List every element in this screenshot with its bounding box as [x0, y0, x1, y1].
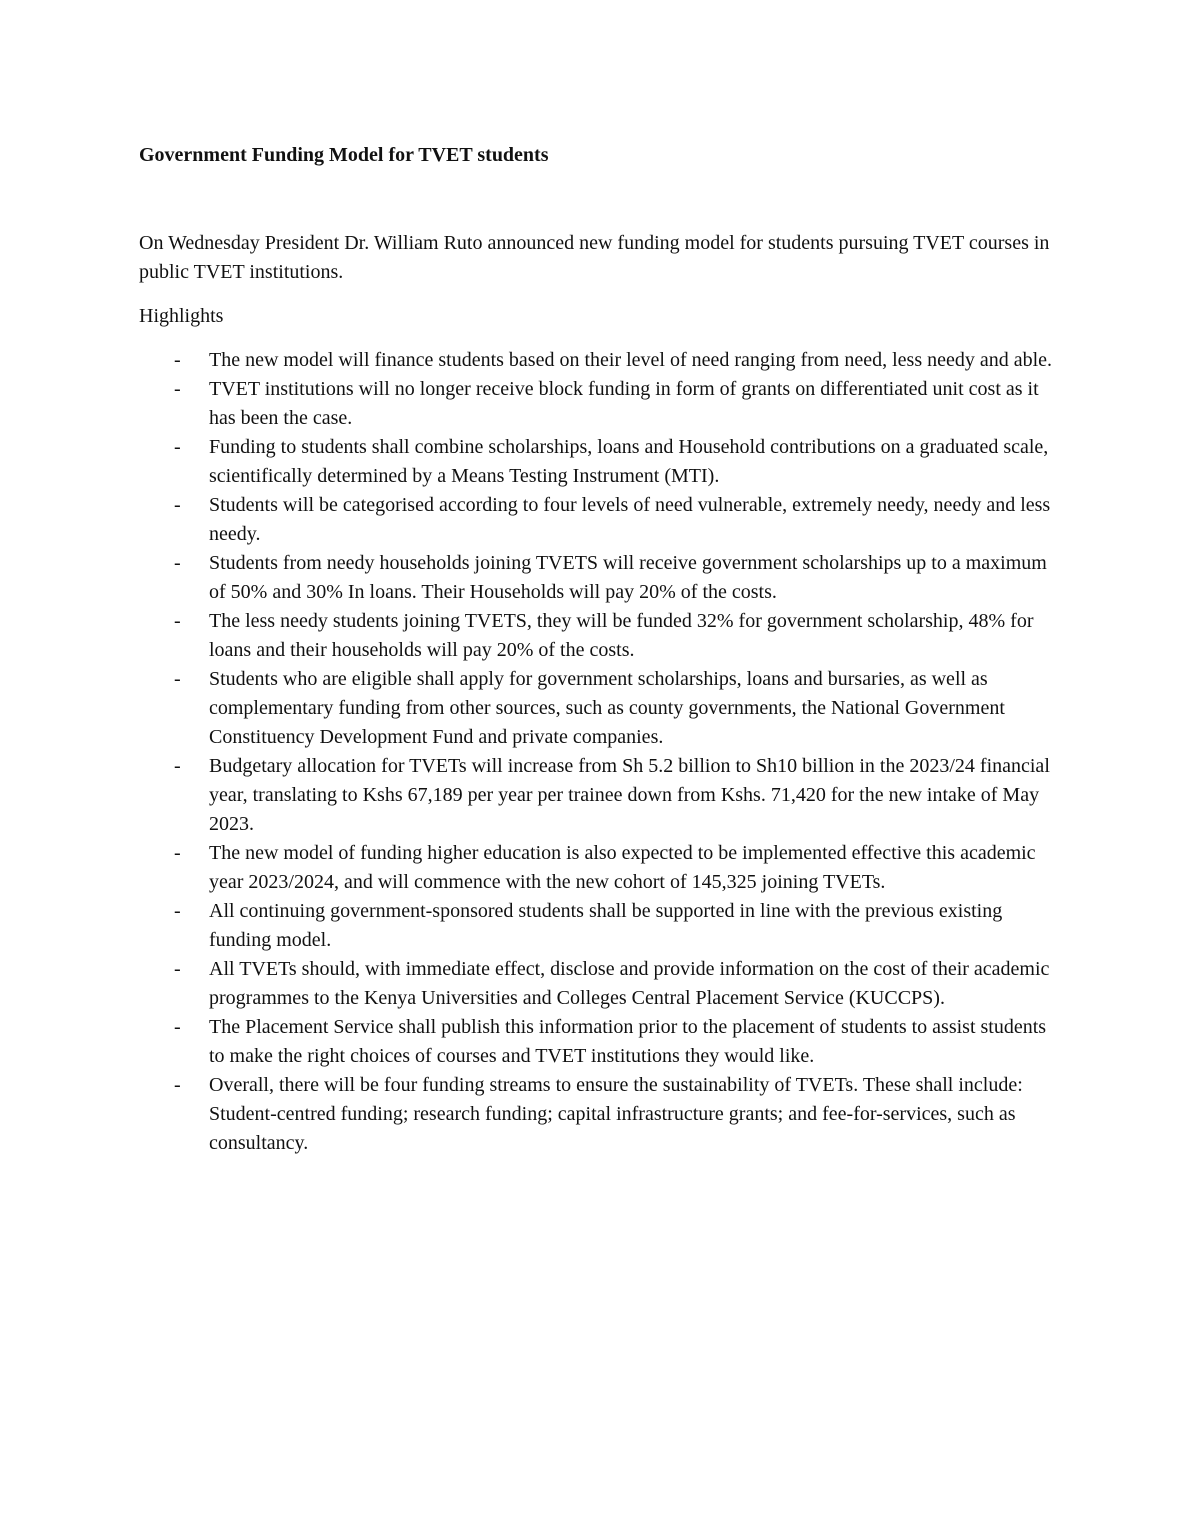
list-item	[0, 839, 1054, 897]
list-item	[0, 491, 1054, 549]
list-item	[0, 752, 1054, 839]
list-item-text: Students will be categorised according to four levels of need vulnerable, extremely needy, needy and less needy.	[209, 494, 1051, 545]
bullet-marker: -	[174, 755, 181, 777]
list-item-text: All TVETs should, with immediate effect, disclose and provide information on the cost of their academic programmes to the Kenya Universities and Colleges Central Placement Service (KUCCPS).	[209, 958, 1050, 1009]
list-item	[0, 955, 1054, 1013]
list-item	[0, 897, 1054, 955]
intro-paragraph: On Wednesday President Dr. William Ruto announced new funding model for students pursuing TVET courses in public TVET institutions.	[139, 232, 1050, 283]
bullet-marker: -	[174, 842, 181, 864]
bullet-marker: -	[174, 958, 181, 980]
bullet-marker: -	[174, 1074, 181, 1096]
bullet-marker: -	[174, 552, 181, 574]
bullet-marker: -	[174, 610, 181, 632]
bullet-marker: -	[174, 1016, 181, 1038]
list-item	[0, 1071, 1054, 1158]
list-item-text: TVET institutions will no longer receive block funding in form of grants on differentiated unit cost as it has been the case.	[209, 378, 1039, 429]
list-item	[0, 665, 1054, 752]
list-item	[0, 346, 1054, 375]
list-item	[0, 607, 1054, 665]
list-item-text: Overall, there will be four funding streams to ensure the sustainability of TVETs. These shall include: Student-centred funding; research funding; capital infrastructure grants; and fee-for-services, such as consultancy.	[209, 1074, 1023, 1154]
bullet-marker: -	[174, 900, 181, 922]
list-item-text: The new model will finance students based on their level of need ranging from need, less needy and able.	[209, 349, 1053, 371]
list-item-text: The Placement Service shall publish this information prior to the placement of students to assist students to make the right choices of courses and TVET institutions they would like.	[209, 1016, 1047, 1067]
highlights-heading: Highlights	[139, 305, 224, 327]
document-title: Government Funding Model for TVET students	[139, 144, 549, 166]
list-item-text: The new model of funding higher education is also expected to be implemented effective this academic year 2023/2024, and will commence with the new cohort of 145,325 joining TVETs.	[209, 842, 1036, 893]
bullet-marker: -	[174, 668, 181, 690]
list-item	[0, 549, 1054, 607]
list-item-text: All continuing government-sponsored students shall be supported in line with the previous existing funding model.	[209, 900, 1003, 951]
highlights-list	[0, 346, 1187, 1158]
list-item	[0, 433, 1054, 491]
list-item-text: Students from needy households joining TVETS will receive government scholarships up to a maximum of 50% and 30% In loans. Their Households will pay 20% of the costs.	[209, 552, 1047, 603]
list-item-text: The less needy students joining TVETS, they will be funded 32% for government scholarship, 48% for loans and their households will pay 20% of the costs.	[209, 610, 1034, 661]
bullet-marker: -	[174, 494, 181, 516]
bullet-marker: -	[174, 378, 181, 400]
bullet-marker: -	[174, 436, 181, 458]
list-item-text: Students who are eligible shall apply for government scholarships, loans and bursaries, as well as complementary funding from other sources, such as county governments, the National Government Constituency Development Fund and private companies.	[209, 668, 1005, 748]
list-item	[0, 1013, 1054, 1071]
bullet-marker: -	[174, 349, 181, 371]
list-item-text: Budgetary allocation for TVETs will increase from Sh 5.2 billion to Sh10 billion in the 2023/24 financial year, translating to Kshs 67,189 per year per trainee down from Kshs. 71,420 for the new intake of May 2023.	[209, 755, 1050, 835]
list-item	[0, 375, 1054, 433]
list-item-text: Funding to students shall combine scholarships, loans and Household contributions on a graduated scale, scientifically determined by a Means Testing Instrument (MTI).	[209, 436, 1049, 487]
